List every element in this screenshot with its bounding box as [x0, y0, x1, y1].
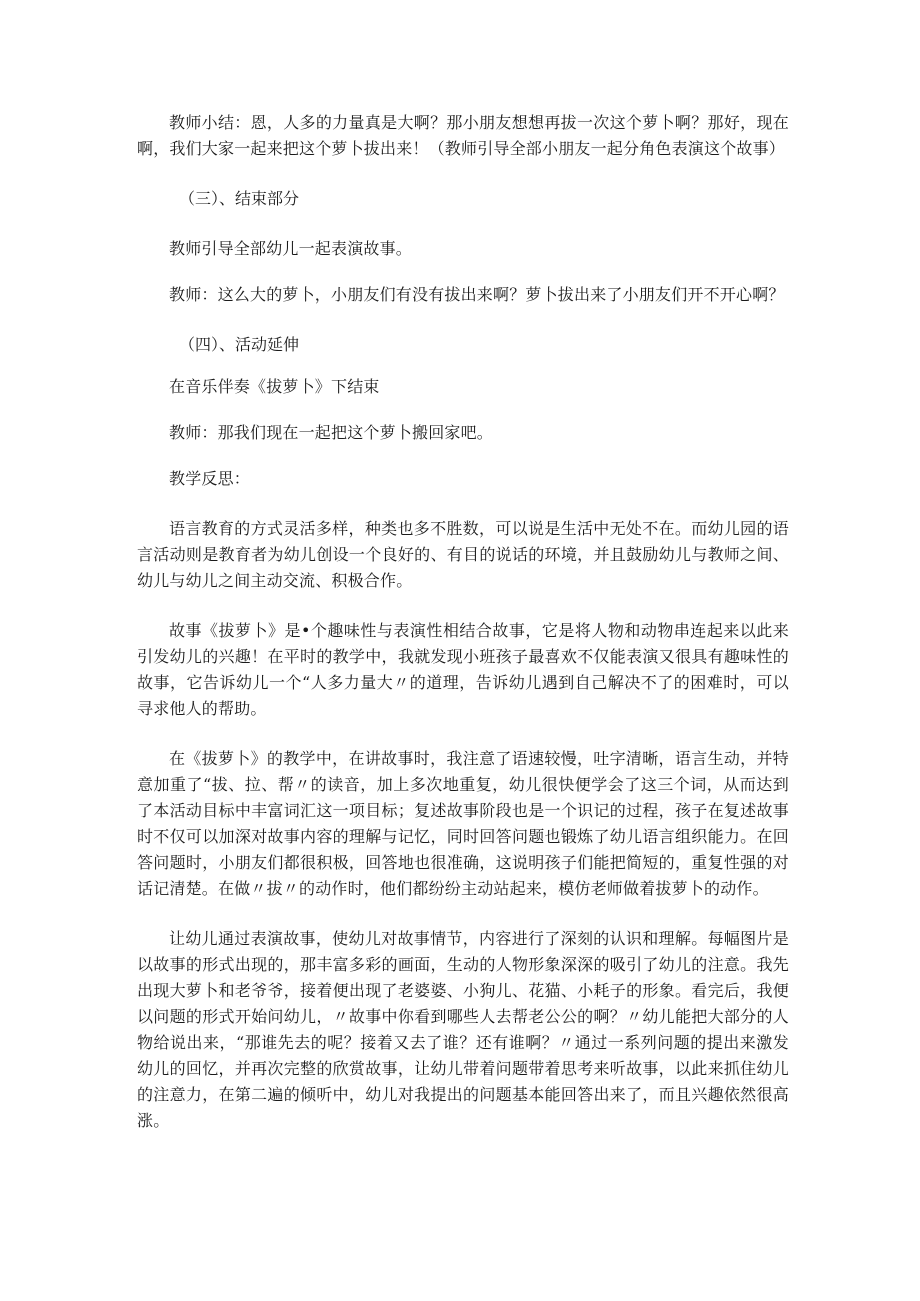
- section-heading-extension: （四）、活动延伸: [179, 335, 300, 354]
- document-page: [137, 110, 789, 1134]
- paragraph-reflection-1: 语言教育的方式灵活多样，种类也多不胜数，可以说是生活中无处不在。而幼儿园的语言活动则是教育者为幼儿创设一个良好的、有目的说话的环境，并且鼓励幼儿与教师之间、幼儿与幼儿之间主动交流、积极合作。: [137, 519, 789, 590]
- paragraph-teacher-question: 教师：这么大的萝卜，小朋友们有没有拔出来啊？萝卜拔出来了小朋友们开不开心啊？: [169, 285, 785, 304]
- paragraph-music-ending: 在音乐伴奏《拔萝卜》下结束: [169, 377, 380, 396]
- paragraph-reflection-4: 让幼儿通过表演故事，使幼儿对故事情节，内容进行了深刻的认识和理解。每幅图片是以故事的形式出现的，那丰富多彩的画面，生动的人物形象深深的吸引了幼儿的注意。我先出现大萝卜和老爷爷，接着便出现了老婆婆、小狗儿、花猫、小耗子的形象。看完后，我便以问题的形式开始问幼儿，〃故事中你看到哪些人去帮老公公的啊？〃幼儿能把大部分的人物给说出来，“那谁先去的呢？接着又去了谁？还有谁啊？〃通过一系列问题的提出来激发幼儿的回忆，并再次完整的欣赏故事，让幼儿带着问题带着思考来听故事，以此来抓住幼儿的注意力，在第二遍的倾听中，幼儿对我提出的问题基本能回答出来了，而且兴趣依然很高涨。: [137, 929, 789, 1130]
- paragraph-reflection-title: 教学反思：: [169, 469, 251, 488]
- paragraph-teacher-summary: 教师小结：恩，人多的力量真是大啊？那小朋友想想再拔一次这个萝卜啊？那好，现在啊，我们大家一起来把这个萝卜拔出来！（教师引导全部小朋友一起分角色表演这个故事）: [137, 113, 789, 158]
- paragraph-carry-home: 教师：那我们现在一起把这个萝卜搬回家吧。: [169, 423, 494, 442]
- paragraph-reflection-2: 故事《拔萝卜》是•个趣味性与表演性相结合故事，它是将人物和动物串连起来以此来引发幼儿的兴趣！在平时的教学中，我就发现小班孩子最喜欢不仅能表演又很具有趣味性的故事，它告诉幼儿一个“人多力量大〃的道理，告诉幼儿遇到自己解决不了的困难时，可以寻求他人的帮助。: [137, 621, 789, 718]
- section-heading-ending: （三）、结束部分: [179, 189, 300, 208]
- paragraph-reflection-3: 在《拔萝卜》的教学中，在讲故事时，我注意了语速较慢，吐字清晰，语言生动，并特意加重了“拔、拉、帮〃的读音，加上多次地重复，幼儿很快便学会了这三个词，从而达到了本活动目标中丰富词汇这一项目标；复述故事阶段也是一个识记的过程，孩子在复述故事时不仅可以加深对故事内容的理解与记忆，同时回答问题也锻炼了幼儿语言组织能力。在回答问题时，小朋友们都很积极，回答地也很准确，这说明孩子们能把简短的，重复性强的对话记清楚。在做〃拔〃的动作时，他们都纷纷主动站起来，模仿老师做着拔萝卜的动作。: [137, 749, 789, 898]
- paragraph-perform-story: 教师引导全部幼儿一起表演故事。: [169, 239, 413, 258]
